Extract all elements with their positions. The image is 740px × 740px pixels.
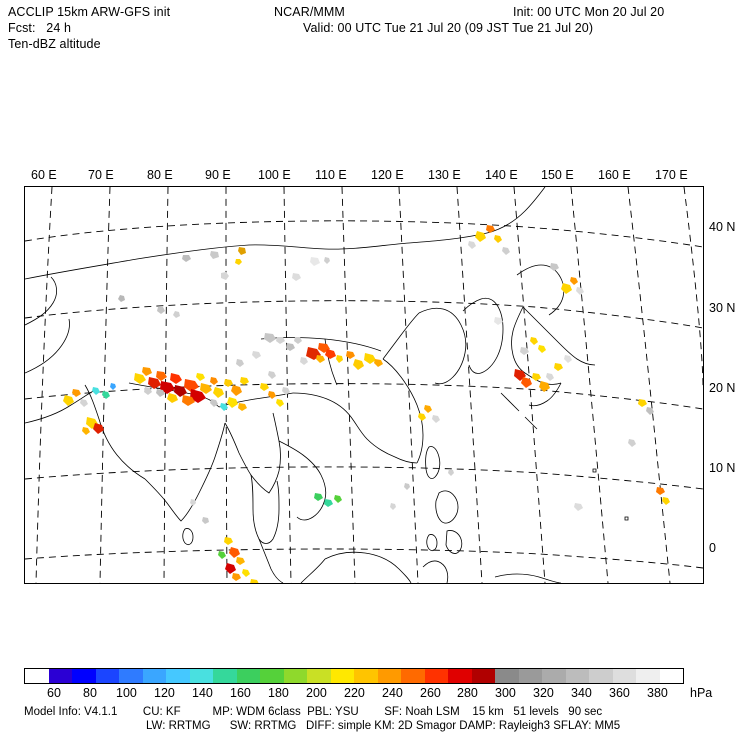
colorbar-tick-label: 380 — [647, 686, 668, 700]
colorbar-swatch — [660, 669, 684, 683]
colorbar-tick-label: 160 — [230, 686, 251, 700]
x-tick-label: 110 E — [315, 168, 347, 182]
header-forecast-hour: Fcst: 24 h — [8, 21, 72, 35]
x-tick-label: 130 E — [428, 168, 461, 182]
colorbar-swatch — [425, 669, 449, 683]
colorbar-swatch — [143, 669, 167, 683]
x-tick-label: 100 E — [258, 168, 291, 182]
colorbar-tick-label: 200 — [306, 686, 327, 700]
colorbar-tick-label: 60 — [47, 686, 61, 700]
coastlines — [25, 187, 628, 583]
colorbar-swatch — [542, 669, 566, 683]
header-valid-time: Valid: 00 UTC Tue 21 Jul 20 (09 JST Tue 21 Jul 20) — [303, 21, 594, 35]
colorbar-tick-label: 240 — [382, 686, 403, 700]
colorbar-tick-label: 140 — [192, 686, 213, 700]
colorbar-swatch — [96, 669, 120, 683]
x-tick-label: 160 E — [598, 168, 631, 182]
colorbar-swatch — [25, 669, 49, 683]
x-tick-label: 80 E — [147, 168, 173, 182]
colorbar-swatch — [354, 669, 378, 683]
colorbar-swatch — [472, 669, 496, 683]
colorbar-tick-label: 180 — [268, 686, 289, 700]
colorbar-swatch — [519, 669, 543, 683]
colorbar-swatch — [636, 669, 660, 683]
colorbar-tick-label: 100 — [116, 686, 137, 700]
colorbar-tick-label: 220 — [344, 686, 365, 700]
colorbar-swatch — [213, 669, 237, 683]
model-info-row-1: Model Info: V4.1.1 CU: KF MP: WDM 6class PBL: YSU SF: Noah LSM 15 km 51 levels 90 sec — [24, 706, 603, 718]
header-center-org: NCAR/MMM — [274, 5, 345, 19]
x-tick-label: 70 E — [88, 168, 114, 182]
header-init-time: Init: 00 UTC Mon 20 Jul 20 — [513, 5, 665, 19]
colorbar-swatch — [307, 669, 331, 683]
colorbar-tick-label: 260 — [420, 686, 441, 700]
colorbar-tick-label: 340 — [571, 686, 592, 700]
echo-top-patches — [63, 225, 670, 583]
colorbar-swatch — [589, 669, 613, 683]
model-info-row-2: LW: RRTMG SW: RRTMG DIFF: simple KM: 2D Smagor DAMP: Rayleigh3 SFLAY: MM5 — [146, 720, 621, 732]
map-plot-area[interactable] — [24, 186, 704, 584]
colorbar-swatch — [72, 669, 96, 683]
colorbar-swatch — [378, 669, 402, 683]
x-tick-label: 140 E — [485, 168, 518, 182]
y-tick-label: 30 N — [709, 301, 736, 315]
colorbar-tick-label: 80 — [83, 686, 97, 700]
colorbar-swatch — [401, 669, 425, 683]
colorbar-swatch — [495, 669, 519, 683]
colorbar-swatch — [49, 669, 73, 683]
colorbar-swatch — [284, 669, 308, 683]
colorbar-swatch — [613, 669, 637, 683]
x-tick-label: 150 E — [541, 168, 574, 182]
x-tick-label: 60 E — [31, 168, 57, 182]
colorbar-swatch — [331, 669, 355, 683]
y-tick-label: 0 — [709, 541, 716, 555]
colorbar-swatch — [260, 669, 284, 683]
colorbar-swatch — [237, 669, 261, 683]
colorbar-tick-label: 120 — [154, 686, 175, 700]
map-clip — [25, 187, 703, 583]
colorbar-swatch — [166, 669, 190, 683]
colorbar-tick-label: 320 — [533, 686, 554, 700]
header-field-name: Ten-dBZ altitude — [8, 37, 101, 51]
graticule — [25, 187, 703, 583]
x-tick-label: 120 E — [371, 168, 404, 182]
colorbar-swatch — [119, 669, 143, 683]
colorbar-tick-label: 360 — [609, 686, 630, 700]
colorbar-swatch — [448, 669, 472, 683]
y-tick-label: 20 N — [709, 381, 736, 395]
x-tick-label: 170 E — [655, 168, 688, 182]
colorbar-units-label: hPa — [690, 686, 713, 700]
colorbar-swatch — [190, 669, 214, 683]
colorbar-swatch — [566, 669, 590, 683]
x-tick-label: 90 E — [205, 168, 231, 182]
y-tick-label: 10 N — [709, 461, 736, 475]
colorbar[interactable] — [24, 668, 684, 684]
header-model-title: ACCLIP 15km ARW-GFS init — [8, 5, 171, 19]
y-tick-label: 40 N — [709, 220, 736, 234]
colorbar-tick-label: 280 — [457, 686, 478, 700]
colorbar-tick-label: 300 — [495, 686, 516, 700]
